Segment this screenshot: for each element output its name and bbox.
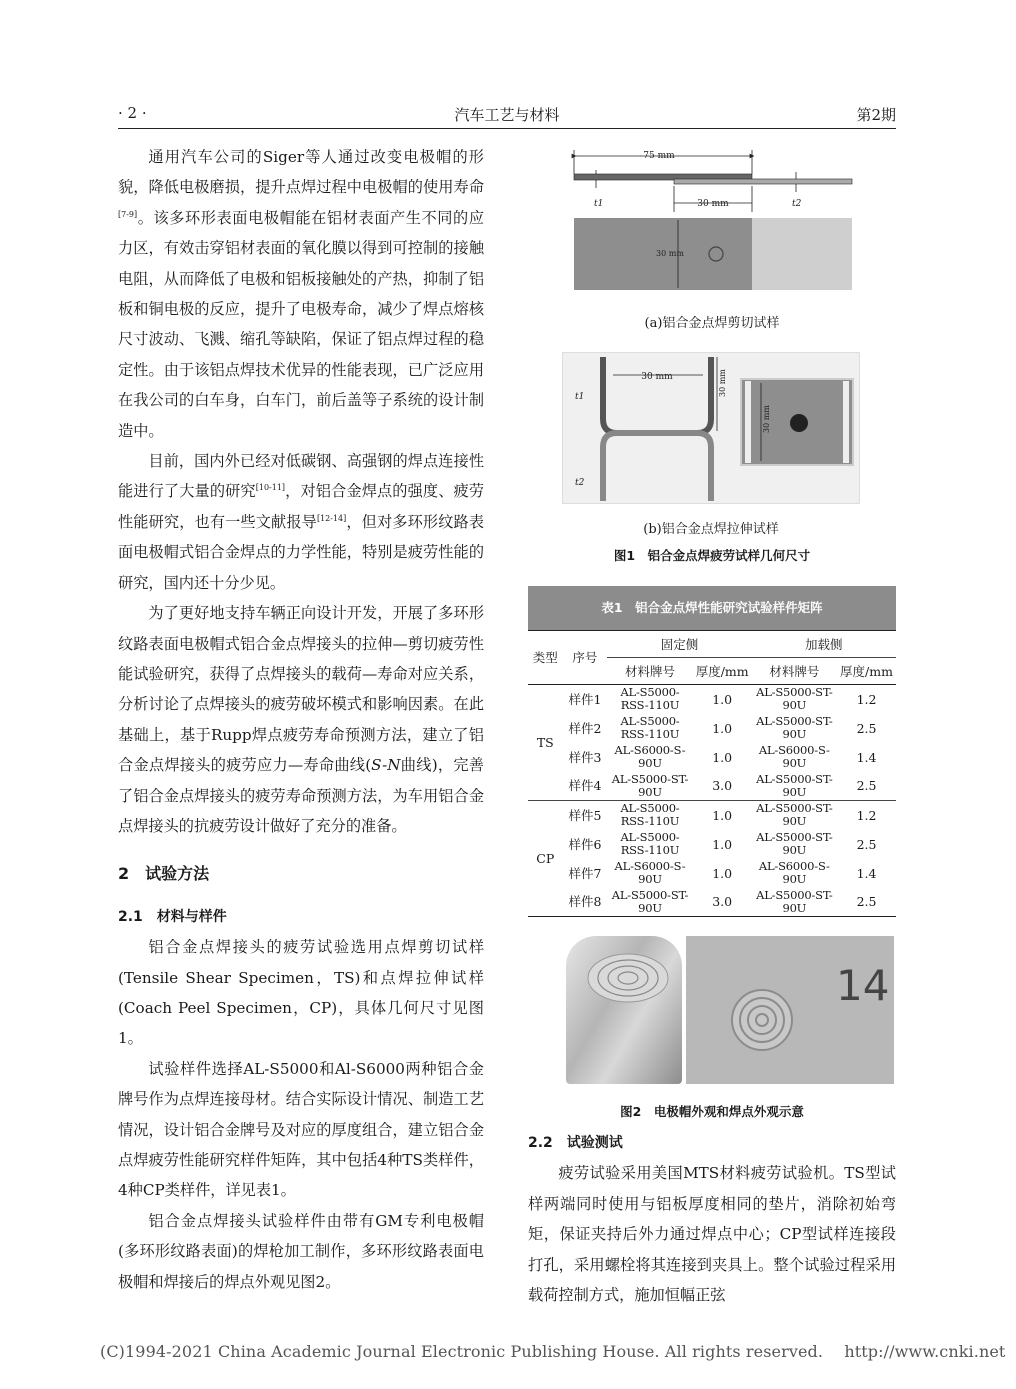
left-column (118, 142, 484, 1297)
col-header-type: 类型 (528, 631, 563, 685)
figure-1b-caption: (b)铝合金点焊拉伸试样 (643, 522, 779, 537)
citation[interactable]: [12-14] (316, 513, 347, 523)
col-header-load: 加载侧 (752, 631, 896, 658)
col-header-fixed: 固定侧 (607, 631, 751, 658)
specimen-mark: 14 (836, 961, 890, 1010)
col-header-thickness: 厚度/mm (693, 658, 752, 685)
paragraph-6: 铝合金点焊接头试验样件由带有GM专利电极帽(多环形纹路表面)的焊枪加工制作，多环形纹路表面电极帽和焊接后的焊点外观见图2。 (118, 1211, 484, 1291)
dim-30mm: 30 mm (697, 199, 729, 209)
dim-30mm-height: 30 mm (718, 369, 727, 397)
citation[interactable]: [10-11] (255, 483, 286, 493)
copyright-footer: (C)1994-2021 China Academic Journal Electronic Publishing House. All rights reserved. http://www.cnki.net (100, 1342, 1006, 1361)
dim-30mm-vertical: 30 mm (656, 249, 684, 258)
t1-label: t1 (594, 199, 604, 209)
paragraph-1: 通用汽车公司的Siger等人通过改变电极帽的形貌，降低电极磨损，提升点焊过程中电极帽的使用寿命[7-9]。该多环形表面电极帽能在铝材表面产生不同的应力区，有效击穿铝材表面的氧化膜以得到可控制的接触电阻，从而降低了电极和铝板接触处的产热，抑制了铝板和铜电极的反应，提升了电极寿命，减少了焊点熔核尺寸波动、飞溅、缩孔等缺陷，保证了铝点焊过程的稳定性。由于该铝点焊技术优异的性能表现，已广泛应用在我公司的白车身，白车门，前后盖等子系统的设计制造中。 (118, 148, 484, 440)
weld-spot-photo (686, 936, 894, 1084)
figure-2-caption: 图2 电极帽外观和焊点外观示意 (620, 1104, 804, 1119)
col-header-material: 材料牌号 (607, 658, 692, 685)
table-row: 样件6 AL-S5000-RSS-110U 1.0 AL-S5000-ST-90U 2.5 (528, 830, 896, 859)
table-row: 样件8 AL-S5000-ST-90U 3.0 AL-S5000-ST-90U 2.5 (528, 888, 896, 917)
journal-title: 汽车工艺与材料 (454, 106, 560, 124)
t1-label: t1 (575, 392, 585, 402)
t2-label: t2 (575, 478, 585, 488)
table-row: TS 样件1 AL-S5000-RSS-110U 1.0 AL-S5000-ST-90U 1.2 (528, 685, 896, 714)
table-row: CP 样件5 AL-S5000-RSS-110U 1.0 AL-S5000-ST-90U 1.2 (528, 801, 896, 830)
table-row: 样件2 AL-S5000-RSS-110U 1.0 AL-S5000-ST-90U 2.5 (528, 714, 896, 743)
specimen-matrix-table (528, 630, 896, 917)
section-heading: 2 试验方法 (118, 864, 210, 884)
paragraph-4: 铝合金点焊接头的疲劳试验选用点焊剪切试样(Tensile Shear Specimen，TS)和点焊拉伸试样(Coach Peel Specimen，CP)，具体几何尺寸见图1。 (118, 938, 484, 1048)
paragraph-7: 疲劳试验采用美国MTS材料疲劳试验机。TS型试样两端同时使用与铝板厚度相同的垫片，消除初始弯矩，保证夹持后外力通过焊点中心；CP型试样连接段打孔，采用螺栓将其连接到夹具上。整个试验过程采用载荷控制方式，施加恒幅正弦 (528, 1164, 896, 1305)
paragraph-2: 目前，国内外已经对低碳钢、高强钢的焊点连接性能进行了大量的研究[10-11]，对铝合金焊点的强度、疲劳性能研究，也有一些文献报导[12-14]，但对多环形纹路表面电极帽式铝合金焊点的力学性能，特别是疲劳性能的研究，国内还十分少见。 (118, 452, 485, 592)
t2-label: t2 (792, 199, 802, 209)
col-header-material: 材料牌号 (752, 658, 837, 685)
dim-75mm: 75 mm (643, 151, 675, 161)
col-header-no: 序号 (563, 631, 608, 685)
col-header-thickness: 厚度/mm (837, 658, 896, 685)
right-column (528, 1128, 896, 1310)
running-header (118, 104, 896, 126)
dim-30mm-plate: 30 mm (762, 405, 771, 433)
dim-30mm-width: 30 mm (641, 372, 673, 382)
table-row: 样件4 AL-S5000-ST-90U 3.0 AL-S5000-ST-90U 2.5 (528, 772, 896, 801)
electrode-cap-photo (566, 936, 682, 1084)
table-row: 样件7 AL-S6000-S-90U 1.0 AL-S6000-S-90U 1.4 (528, 859, 896, 888)
issue-number: 第2期 (856, 106, 896, 124)
header-rule (118, 128, 896, 129)
coach-peel-specimen-diagram (562, 352, 860, 504)
subsection-heading: 2.1 材料与样件 (118, 908, 227, 925)
figure-1a-caption: (a)铝合金点焊剪切试样 (644, 316, 780, 331)
figure-1-caption: 图1 铝合金点焊疲劳试样几何尺寸 (613, 548, 811, 563)
paragraph-3: 为了更好地支持车辆正向设计开发，开展了多环形纹路表面电极帽式铝合金点焊接头的拉伸—剪切疲劳性能试验研究，获得了点焊接头的载荷—寿命对应关系，分析讨论了点焊接头的疲劳破坏模式和影响因素。在此基础上，基于Rupp焊点疲劳寿命预测方法，建立了铝合金点焊接头的疲劳应力—寿命曲线(S-N曲线)，完善了铝合金点焊接头的疲劳寿命预测方法，为车用铝合金点焊接头的抗疲劳设计做好了充分的准备。 (118, 604, 484, 835)
tensile-shear-specimen-diagram (566, 146, 858, 296)
citation[interactable]: [7-9] (118, 209, 138, 219)
type-ts: TS (528, 685, 563, 801)
page-number: · 2 · (118, 104, 147, 122)
table-row: 样件3 AL-S6000-S-90U 1.0 AL-S6000-S-90U 1.4 (528, 743, 896, 772)
subsection-heading: 2.2 试验测试 (528, 1135, 623, 1151)
paragraph-5: 试验样件选择AL-S5000和Al-S6000两种铝合金牌号作为点焊连接母材。结合实际设计情况、制造工艺情况，设计铝合金牌号及对应的厚度组合，建立铝合金点焊疲劳性能研究样件矩阵，其中包括4种TS类样件，4种CP类样件，详见表1。 (118, 1059, 484, 1200)
type-cp: CP (528, 801, 563, 917)
table-1-title: 表1 铝合金点焊性能研究试验样件矩阵 (528, 586, 896, 630)
